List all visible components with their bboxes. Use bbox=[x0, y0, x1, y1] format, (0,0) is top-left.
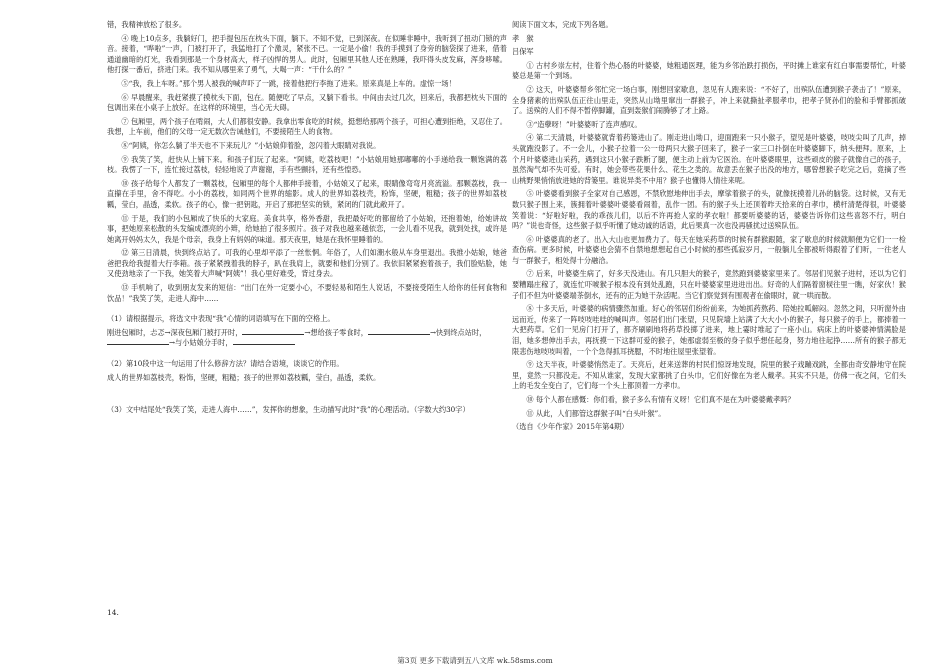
question-1: （1）请根据提示，将选文中表现“我”心情的词语填写在下面的空格上。 bbox=[107, 314, 335, 324]
article-title: 孝 猴 bbox=[512, 33, 534, 43]
reading-intro: 阅读下面文本，完成下列各题。 bbox=[512, 20, 613, 29]
paragraph-r4: ④ 第二天清晨，叶婆婆就背着药篓进山了。刚走进山坳口，迎面跑来一只小猴子，望见是叶婆婆，吱吱尖叫了几声，掉头就跑没影了。不一会儿，小猴子拉着一公一母两只大猴子回来了，猴子一家三口扑倒在叶婆婆脚下，纳头便拜。原来，上个月叶婆婆进山采药，遇到这只小猴子跌断了腿，便主动上前为它医治。在叶婆婆眼里，这些顽皮的猴子就像自己的孩子，虽然淘气却不失可爱。有时，她会带些花果什么、花生之类的。故意丢在猴子出没的地方，哪曾想猴子吃完之后，竟摘了些山桃野果悄悄放进她的背篓里。谁说异类不中用？猴子也懂得人情往来呢。 bbox=[512, 133, 906, 185]
paragraph-13: ⑬ 手机响了，收到朋友发来的短信：“出门在外一定要小心，不要轻易和陌生人说话，不要接受陌生人给你的任何食物和饮品！”我笑了笑，走进人海中…… bbox=[107, 283, 507, 303]
question-2-quote: 成人的世界如荔枝壳，粉饰，坚硬，粗糙；孩子的世界如荔枝瓤，莹白，晶透，柔软。 bbox=[107, 372, 381, 382]
paragraph-12: ⑫ 第三日清晨，快到终点站了。可我的心里却平添了一丝怅惘。年俗了，人们如潮水般从车身里退出。我推小姑娘，她爸爸把我给我提着大行李箱。孩子紧紧拽着我的脖子，趴在我肩上，就要和他们分别了。我依旧紧紧抱着孩子，我们脸贴脸，她又使劲地亲了一下我，她笑着大声喊“阿姨”！我心里好难受，背过身去。 bbox=[107, 248, 507, 279]
paragraph-r2: ② 这天，叶婆婆帮乡邻忙完一场白事，刚想回家歇息，忽见有人跑来说：“不好了，出殡队伍遭到猴子袭击了！”原来，全身猪素的出殡队伍正往山里走，突然从山坳里窜出一群猴子，冲上来就撕扯孝服孝巾，把孝子贤孙们的脸和手臂都抓破了。送殡的人们不得不暂停脚罐，直到轰猴们闹腾够了才上路。 bbox=[512, 84, 906, 116]
question-1-blanks: 刚进包厢时，忐忑→深夜包厢门被打开时， →想给孩子零食时， →快到终点站时， →与小姑娘分手时， bbox=[107, 327, 487, 348]
paragraph-9: ⑨ 我笑了笑，赶快从上铺下来。和孩子们玩了起来。“阿姨，吃荔枝吧！”小姑娘用她那嘟嘟的小手递给我一颗饱满的荔枝。我愣了一下，连忙接过荔枝，轻轻地说了声谢谢，手有些颤抖，还有些惶恐。 bbox=[107, 154, 507, 175]
left-column bbox=[107, 20, 507, 419]
paragraph-4: ④ 晚上10点多，我躺好门，把手提包压在枕头下面，躺下。不知不觉，已到深夜。在似睡非睡中，我听到了扭动门锁的声音。接着，“哗啦”一声，门被打开了，我猛地打了个激灵，紧张不已。一定是小偷！我的手摸到了身旁的脑袋探了进来，借着通道幽暗的灯光，我看到那是一个身材高大，样子凶悍的男人。此时，包厢里其他人还在熟睡，我吓得头皮发麻，浑身哆嗦。他打探一番后，挤进门来。我不知从哪里来了勇气，大喝一声：“干什么的？” bbox=[107, 33, 507, 75]
source-note: （选自《少年作家》2015年第4期） bbox=[512, 422, 629, 432]
article-author: 吕保军 bbox=[512, 47, 534, 57]
paragraph-8: ⑧“阿姨，你怎么躺了半天也不下来玩儿？”小姑娘仰着脸，忽闪着大眼睛对我说。 bbox=[121, 140, 381, 150]
answer-blank[interactable] bbox=[368, 328, 430, 335]
paragraph-6: ⑥ 早晨醒来，我赶紧摸了摸枕头下面，包在。随便吃了早点，又躺下看书。中间由去过几次，回来后，我都把枕头下面的包调出来在小桌子上放好。在这样的环境里，当心无大碍。 bbox=[107, 92, 507, 113]
question-2: （2）第10段中这一句运用了什么修辞方法？请结合语境，谈谈它的作用。 bbox=[107, 359, 344, 369]
paragraph-r8: ⑧ 十多天后，叶婆婆的病情骤然加重。好心的邻居们纷纷前来，为她抓药熬药、陪她拉呱解闷。忽然之间，只听窗外由远而近，传来了一阵吱吱哇哇的喊叫声。邻居们出门张望，只见院墙上站满了大大小小的猴子，每只猴子的手上，都捧着一大把药草。它们一见房门打开了，都齐刷刷地将药草投掷了进来，地上霎时堆起了一座小山。病床上的叶婆婆神情满脸是泪，她多想伸出手去，再抚摸一下这群可爱的猴子，她那虚弱至极的身子似乎想任起身，努力地往起挣……所有的猴子都无限悲伤地吱吱叫着，一个个急得抓耳挠腮，不时地往屋里张望着。 bbox=[512, 304, 906, 356]
question-number: 14. bbox=[107, 608, 119, 617]
answer-blank[interactable] bbox=[233, 338, 295, 345]
paragraph-r6: ⑥ 叶婆婆真的老了。出入大山也更加费力了。每天在她采药草的时候有群猴跟随，家了歇息的时候就顺便为它们一一检查伤病。更多时候，叶婆婆也会猜不自禁地想想起自己小时候的那些孤寂岁月，一般躺儿全都被听得跟着了们听，一往老人与一群猴子，相处得十分融洽。 bbox=[512, 234, 906, 265]
paragraph-r3: ③“造孽呀！”叶婆婆听了连声感叹。 bbox=[526, 119, 642, 129]
page-footer: 第3页 更多下载请到五八文库 wk.58sms.com bbox=[397, 656, 553, 665]
paragraph-r5: ⑤ 叶婆婆看到猴子全家对自己感恩，不禁欣慰地伸出手去，摩挲着猴子的头，就像抚摸着儿孙的脑袋。这时候，又有无数只猴子围上来，簇拥着叶婆婆叶婆婆看闹着，乱作一团。有的猴子头上还顶着昨天拾来的白孝巾，横杆清楚得很，叶婆婆笑着说：“好啦好啦，我的乖孩儿们，以后不许再抢人家的孝衣啦！都要听婆婆的话，婆婆告诉你们这些喜怒不行，明白吗？”说也奇怪，这些猴子似乎听懂了她动诚的话语，此后果真一次也没再骚扰过送殡队伍。 bbox=[512, 189, 906, 231]
paragraph-cont: 错，我精神放松了很多。 bbox=[107, 20, 187, 29]
paragraph-5: ⑤“我，我上车呀。”那个男人被我的喊声吓了一跳，接着他把行李拖了进来。原来真是上车的。虚惊一场！ bbox=[121, 78, 456, 88]
right-column bbox=[512, 20, 906, 436]
answer-blank[interactable] bbox=[107, 338, 169, 345]
paragraph-r9: ⑨ 这天半夜，叶婆婆悄然走了。天亮后，赶来送葬的村民们惊讶地发现，院里的猴子戏蹦戏跳，全都由奇安静地守在院里，竟然一只都没走。不知从谁家，发现大家都挑了白头巾，它们好像在为老人戴孝。其实不只是，仿佛一夜之间，它们头上的毛发全变白了，它们每一个头上都顶着一方孝巾。 bbox=[512, 360, 906, 391]
paragraph-10: ⑩ 孩子给每个人都发了一颗荔枝，包厢里的每个人都伸手接着，小姑娘又了起来，眼睛像弯弯月亮流溢。那颗荔枝，我一直攥在手里，舍不得吃。小小的荔枝，如同两个世界的缩影。成人的世界如荔枝壳，粉饰，坚硬，粗糙；孩子的世界如荔枝瓤，莹白，晶透，柔软。孩子的心，像一把钥匙，开启了那把坚实的锁，紧闭的门就此敞开了。 bbox=[107, 178, 507, 209]
paragraph-11: ⑪ 于是，我们的小包厢成了快乐的大家庭。美食共享，格外香甜，我把最好吃的都留给了小姑娘，还抱着她，给她讲故事，把她原来松散的头发编成漂亮的小辫，给她拍了很多照片。孩子对我也越来越依恋，一会儿看不见我，就到处找，或许是她离开妈妈太久，我是个母亲，我身上有妈妈的味道。那天夜里，她是在我怀里睡着的。 bbox=[107, 213, 507, 244]
paragraph-r10: ⑩ 每个人都在感慨：你们看，猴子多么有情有义呀！它们真不是在为叶婆婆戴孝吗？ bbox=[526, 395, 795, 404]
paragraph-r7: ⑦ 后来，叶婆婆生病了，好多天没进山。有几只胆大的猴子，竟然跑到婆婆家里来了。邻居们见猴子进村，还以为它们要糟蹋庄稼了，就连忙吓唬猴子根本没有到处乱跑，只在叶婆婆家里进进出出。好奇的人们隔着窗棂往里一瞧，好家伙！猴子们不但为叶婆婆端茶倒水，还有的正为她干杂活呢。当它们察觉到有围观者在偷眼时，就一哄而散。 bbox=[512, 269, 906, 300]
paragraph-7: ⑦ 包厢里，两个孩子在啃闹，大人们都很安静。我拿出零食吃的时候，挺想给那两个孩子，可担心遭到拒绝，又忍住了。我想，上车前，他们的父母一定无数次告诫他们，不要接陌生人的食物。 bbox=[107, 116, 507, 137]
paragraph-r11: ⑪ 从此，人们都管这群猴子叫“白头叶猴”。 bbox=[526, 408, 666, 418]
answer-blank[interactable] bbox=[242, 328, 304, 335]
question-3: （3）文中结尾处“我笑了笑，走进人海中……”，发挥你的想象，生动描写此时“我”的心理活动。（字数大约30字） bbox=[107, 405, 470, 415]
paragraph-r1: ① 古村乡崇左村，住着个热心肠的叶婆婆，她粗通医理，能为乡邻治跌打损伤，平时摊上谁家有红白事需要帮忙，叶婆婆总是第一个到场。 bbox=[512, 60, 906, 81]
